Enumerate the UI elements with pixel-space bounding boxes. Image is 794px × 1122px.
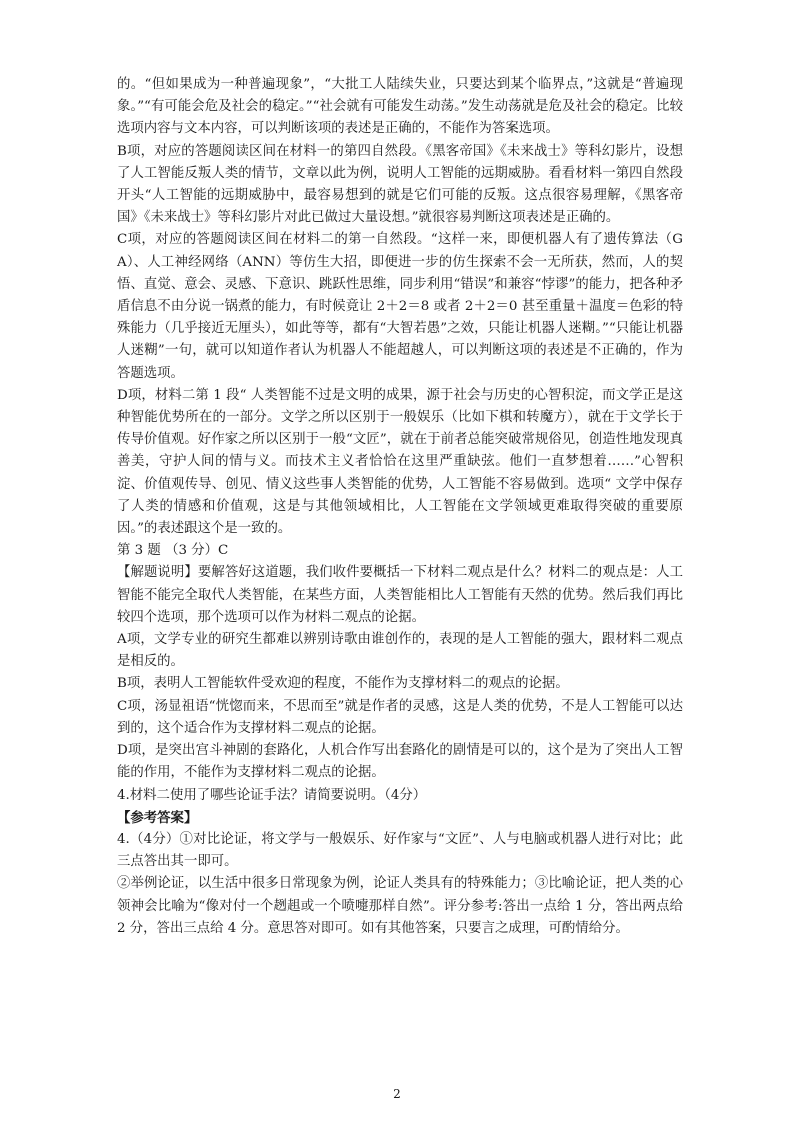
question-3-heading: 第 3 题 （3 分）C	[117, 543, 229, 559]
question-4-answer-part-2: ②举例论证，以生活中很多日常现象为例，论证人类具有的特殊能力；③比喻论证，把人类的心领神会比喻为“像对付一个趔趄或一个喷嚏那样自然”。评分参考:答出一点给 1 分，答出两点给 2 分，答出三点给 4 分。意思答对即可。如有其他答案，只要言之成理，可酌情给分。	[117, 876, 683, 936]
document-body	[117, 74, 683, 940]
question-3-option-a: A项，文学专业的研究生都难以辨别诗歌由谁创作的，表现的是人工智能的强大，跟材料二观点是相反的。	[117, 632, 683, 670]
question-3-option-d: D项，是突出宫斗神剧的套路化，人机合作写出套路化的剧情是可以的，这个是为了突出人工智能的作用，不能作为支撑材料二观点的论据。	[117, 743, 683, 781]
question-3-option-b: B项，表明人工智能软件受欢迎的程度，不能作为支撑材料二的观点的论据。	[117, 676, 569, 692]
question-4-answer-part-1: 4.（4分）①对比论证，将文学与一般娱乐、好作家与“文匠”、人与电脑或机器人进行对比；此三点答出其一即可。	[117, 831, 683, 870]
question-3-option-c: C项，汤显祖语“恍惚而来，不思而至”就是作者的灵感，这是人类的优势，不是人工智能可以达到的，这个适合作为支撑材料二观点的论据。	[117, 698, 683, 736]
reference-answer-heading: 【参考答案】	[117, 809, 198, 826]
paragraph-option-b: B项，对应的答题阅读区间在材料一的第四自然段。《黑客帝国》《未来战士》等科幻影片，设想了人工智能反叛人类的情节，文章以此为例，说明人工智能的远期威胁。看看材料一第四自然段开头“人工智能的远期威胁中，最容易想到的就是它们可能的反叛。这点很容易理解，《黑客帝国》《未来战士》等科幻影片对此已做过大量设想。”就很容易判断这项表述是正确的。	[117, 143, 683, 226]
page-number: 2	[393, 1087, 401, 1101]
paragraph-option-a-tail: 的。“但如果成为一种普遍现象”，“大批工人陆续失业，只要达到某个临界点，”这就是“普遍现象。”“有可能会危及社会的稳定。”“社会就有可能发生动荡。”发生动荡就是危及社会的稳定。比较选项内容与文本内容，可以判断该项的表述是正确的，不能作为答案选项。	[117, 77, 683, 137]
question-4-prompt: 4.材料二使用了哪些论证手法？请简要说明。（4分）	[117, 787, 427, 803]
paragraph-option-c: C项，对应的答题阅读区间在材料二的第一自然段。“这样一来，即便机器人有了遗传算法（GA）、人工神经网络（ANN）等仿生大招，即便进一步的仿生探索不会一无所获，然而，人的契悟、直觉、意会、灵感、下意识、跳跃性思维，同步利用“错误”和兼容“悖谬”的能力，把各种矛盾信息不由分说一锅煮的能力，有时候竟让 2＋2＝8 或者 2＋2＝0 甚至重量＋温度＝色彩的特殊能力（几乎接近无厘头），如此等等，都有“大智若愚”之效，只能让机器人迷糊。”“只能让机器人迷糊”一句，就可以知道作者认为机器人不能超越人，可以判断这项的表述是不正确的，作为答题选项。	[117, 232, 683, 381]
paragraph-option-d: D项，材料二第 1 段“ 人类智能不过是文明的成果，源于社会与历史的心智积淀，而文学正是这种智能优势所在的一部分。文学之所以区别于一般娱乐（比如下棋和转魔方），就在于文学长于传导价值观。好作家之所以区别于一般“文匠”，就在于前者总能突破常规俗见，创造性地发现真善美，守护人间的情与义。而技术主义者恰恰在这里严重缺弦。他们一直梦想着……”心智积淀、价值观传导、创见、情义这些事人类智能的优势，人工智能不容易做到。选项“ 文学中保存了人类的情感和价值观，这是与其他领域相比，人工智能在文学领域更难取得突破的重要原因。”的表述跟这个是一致的。	[117, 387, 683, 537]
question-3-explanation: 【解题说明】要解答好这道题，我们收件要概括一下材料二观点是什么？材料二的观点是：人工智能不能完全取代人类智能，在某些方面，人类智能相比人工智能有天然的优势。然后我们再比较四个选项，那个选项可以作为材料二观点的论据。	[117, 565, 683, 625]
